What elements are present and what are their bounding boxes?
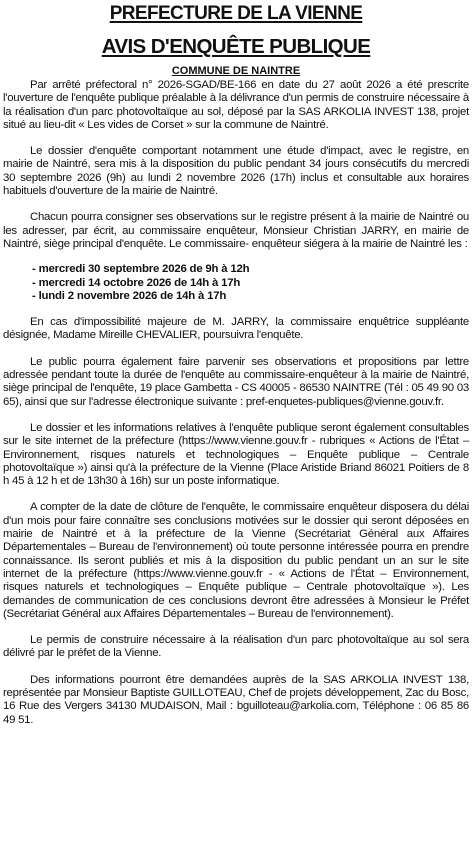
session-item: - mercredi 14 octobre 2026 de 14h à 17h bbox=[32, 277, 469, 290]
commune-heading: COMMUNE DE NAINTRE bbox=[171, 65, 301, 77]
session-item: - lundi 2 novembre 2026 de 14h à 17h bbox=[32, 290, 469, 303]
paragraph-dossier: Le dossier d'enquête comportant notamment une étude d'impact, avec le registre, en mairie de Naintré, sera mis à la disposition du public pendant 34 jours consécutifs du mercredi 30 septembre 2026 (9h) au lundi 2 novembre 2026 (17h) inclus et consultable aux horaires habituels d'ouverture de la mairie de Naintré. bbox=[3, 145, 469, 198]
prefecture-heading: PREFECTURE DE LA VIENNE bbox=[109, 3, 363, 24]
paragraph-decree: Par arrêté préfectoral n° 2026-SGAD/BE-166 en date du 27 août 2026 a été prescrite l'ouverture de l'enquête publique préalable à la délivrance d'un permis de construire nécessaire à la réalisation d'un parc photovoltaïque au sol, déposé par la SAS ARKOLIA INVEST 138, projet situé au lieu-dit « Les vides de Corset » sur la commune de Naintré. bbox=[3, 79, 469, 131]
session-item: - mercredi 30 septembre 2026 de 9h à 12h bbox=[32, 263, 469, 276]
notice-title: AVIS D'ENQUÊTE PUBLIQUE bbox=[101, 35, 371, 58]
paragraph-contact: Des informations pourront être demandées auprès de la SAS ARKOLIA INVEST 138, représentée par Monsieur Baptiste GUILLOTEAU, Chef de projets développement, Zac du Bosc, 16 Rue des Vergers 34130 MUDAISON, Mail : bguilloteau@arkolia.com, Téléphone : 06 85 86 49 51. bbox=[3, 673, 469, 726]
paragraph-permit: Le permis de construire nécessaire à la réalisation d'un parc photovoltaïque au sol sera délivré par le préfet de la Vienne. bbox=[3, 634, 469, 660]
paragraph-substitute: En cas d'impossibilité majeure de M. JARRY, la commissaire enquêtrice suppléante désignée, Madame Mireille CHEVALIER, poursuivra l'enquête. bbox=[3, 316, 469, 342]
paragraph-observations: Chacun pourra consigner ses observations sur le registre présent à la mairie de Naintré ou les adresser, par écrit, au commissaire enquêteur, Monsieur Christian JARRY, en mairie de Naintré, siège principal d'enquête. Le commissaire- enquêteur siégera à la mairie de Naintré les : bbox=[3, 211, 469, 250]
paragraph-online-dossier: Le dossier et les informations relatives à l'enquête publique seront également consultables sur le site internet de la préfecture (https://www.vienne.gouv.fr - rubriques « Actions de l'État – Environnement, risques naturels et technologiques – Enquête publique – Centrale photovoltaïque ») ainsi qu'à la préfecture de la Vienne (Place Aristide Briand 86021 Poitiers de 8 h 45 à 12 h et de 13h30 à 16h) sur un poste informatique. bbox=[3, 421, 469, 488]
paragraph-conclusions: A compter de la date de clôture de l'enquête, le commissaire enquêteur disposera du délai d'un mois pour faire connaître ses conclusions motivées sur le dossier qui seront déposées en mairie de Naintré et à la préfecture de la Vienne (Secrétariat Général aux Affaires Départementales – Bureau de l'environnement) où toute personne intéressée pourra en prendre connaissance. Ils seront publiés et mis à la disposition du public pendant un an sur le site internet de la préfecture (https://www.vienne.gouv.fr - « Actions de l'État – Environnement, risques naturels et technologiques – Enquête publique – Centrale photovoltaïque »). Les demandes de communication de ces conclusions devront être adressées à Monsieur le Préfet (Secrétariat Général aux Affaires Départementales – Bureau de l'environnement). bbox=[3, 501, 469, 620]
session-list bbox=[3, 263, 469, 303]
paragraph-letters: Le public pourra également faire parvenir ses observations et propositions par lettre adressée pendant toute la durée de l'enquête au commissaire-enquêteur à la mairie de Naintré, siège principal de l'enquête, 19 place Gambetta - CS 40005 - 86530 NAINTRE (Tél : 05 49 90 03 65), ainsi que sur l'adresse électronique suivante : pref-enquetes-publiques@vienne.gouv.fr. bbox=[3, 355, 469, 408]
